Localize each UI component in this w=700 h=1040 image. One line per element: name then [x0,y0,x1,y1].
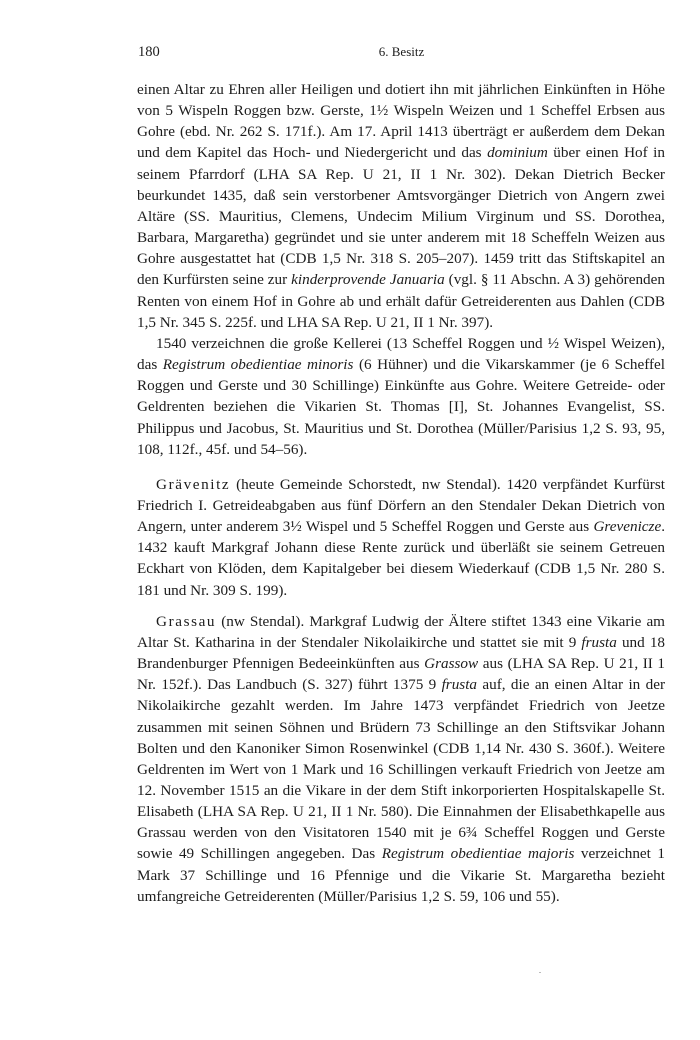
place-name: Grassau [156,612,217,630]
text-run: und 18 Brandenburger Pfennigen Bedeeinkünften aus [137,633,665,673]
text-run: verzeichnet 1 Mark 37 Schillinge und 16 Pfennige und die Vikarie St. Margaretha bezieht umfangreiche Getreiderenten (Müller/Parisius 1,2 S. 59, 106 und 55). [137,845,665,905]
text-run: (6 Hühner) und die Vikarskammer (je 6 Scheffel Roggen und Gerste und 30 Schillinge) Einkünfte aus Gohre. Weitere Getreide- oder Geldrenten beziehen die Vikarien St. Thomas [I], St. Johannes Evangelist, SS. Philippus und Jacobus, St. Mauritius und St. Dorothea (Müller/Parisius 1,2 S. 93, 95, 108, 112f., 45f. und 54–56). [137,356,666,458]
italic-term: Grassow [424,655,479,673]
text-run: (nw Stendal). Markgraf Ludwig der Ältere stiftet 1343 eine Vikarie am Altar St. Katharina in der Stendaler Nikolaikirche und stattet sie mit 9 [137,612,665,651]
text-run: aus (LHA SA Rep. U 21, II 1 Nr. 152f.). Das Landbuch (S. 327) führt 1375 9 [137,655,665,694]
text-run: 1540 verzeichnen die große Kellerei (13 Scheffel Roggen und ½ Wispel Weizen), das [137,334,665,374]
paragraph-graevenitz [137,474,665,601]
running-head: 6. Besitz [378,44,425,59]
italic-term: Grevenicze [593,518,662,536]
text-run: über einen Hof in seinem Pfarrdorf (LHA SA Rep. U 21, II 1 Nr. 302). Dekan Dietrich Becker beurkundet 1435, daß sein verstorbener Amtsvorgänger Dietrich von Angern zwei Altäre (SS. Mauritius, Clemens, Undecim Milium Virginum und SS. Dorothea, Barbara, Margaretha) gegründet und sie unter anderem mit 18 Scheffeln Weizen aus Gohre ausgestattet hat (CDB 1,5 Nr. 318 S. 205–207). 1459 tritt das Stiftskapitel an den Kurfürsten seine zur [137,144,665,289]
text-run: . 1432 kauft Markgraf Johann diese Rente zurück und überläßt sie seinem Getreuen Eckhart von Klöden, dem Kapitalgeber bei diesem Wiederkauf (CDB 1,5 Nr. 280 S. 181 und Nr. 309 S. 199). [137,518,665,599]
italic-term: dominium [487,144,548,162]
text-run: (heute Gemeinde Schorstedt, nw Stendal). 1420 verpfändet Kurfürst Friedrich I. Getreideabgaben aus fünf Dörfern an den Stendaler Dekan Dietrich von Angern, unter anderem 3½ Wispel und 5 Scheffel Roggen und Gerste aus [137,475,665,536]
text-run: auf, die an einen Altar in der Nikolaikirche gezahlt werden. Im Jahre 1473 verpfändet Friedrich von Jeetze zusammen mit seinen Söhnen und Brüdern 73 Schillinge an den Stiftsvikar Johann Bolten und den Kanoniker Simon Rosenwinkel (CDB 1,14 Nr. 430 S. 360f.). Weitere Geldrenten im Wert von 1 Mark und 16 Schillingen verkauft Friedrich von Jeetze am 12. November 1515 an die Vikare in der dem Stift inkorporierten Hospitalskapelle St. Elisabeth (LHA SA Rep. U 21, II 1 Nr. 580). Die Einnahmen der Elisabethkapelle aus Grassau werden von den Visitatoren 1540 mit je 6¾ Scheffel Roggen und Gerste sowie 49 Schillingen angegeben. Das [137,676,665,863]
paragraph-gohre-continued [137,79,665,333]
italic-term: frusta [441,676,478,694]
italic-term: frusta [581,633,617,651]
paragraph-grassau [137,611,665,907]
italic-term: Registrum obedientiae minoris [162,356,354,374]
text-run: einen Altar zu Ehren aller Heiligen und dotiert ihn mit jährlichen Einkünften in Höhe von 5 Wispeln Roggen bzw. Gerste, 1½ Wispeln Weizen und 1 Scheffel Erbsen aus Gohre (ebd. Nr. 262 S. 171f.). Am 17. April 1413 überträgt er außerdem dem Dekan und dem Kapitel das Hoch- und Niedergericht und das [137,81,665,162]
paragraph-gohre-1540 [137,333,665,460]
italic-term: kinderprovende Januaria [291,271,445,289]
page-number: 180 [138,44,160,60]
scan-speck [539,972,541,973]
body-text [137,79,665,907]
place-name: Grävenitz [156,475,231,493]
italic-term: Registrum obedientiae majoris [381,845,575,863]
text-run: (vgl. § 11 Abschn. A 3) gehörenden Renten von einem Hof in Gohre ab und erhält dafür Getreiderenten aus Dahlen (CDB 1,5 Nr. 345 S. 225f. und LHA SA Rep. U 21, II 1 Nr. 397). [137,271,665,331]
page-header [138,44,665,64]
